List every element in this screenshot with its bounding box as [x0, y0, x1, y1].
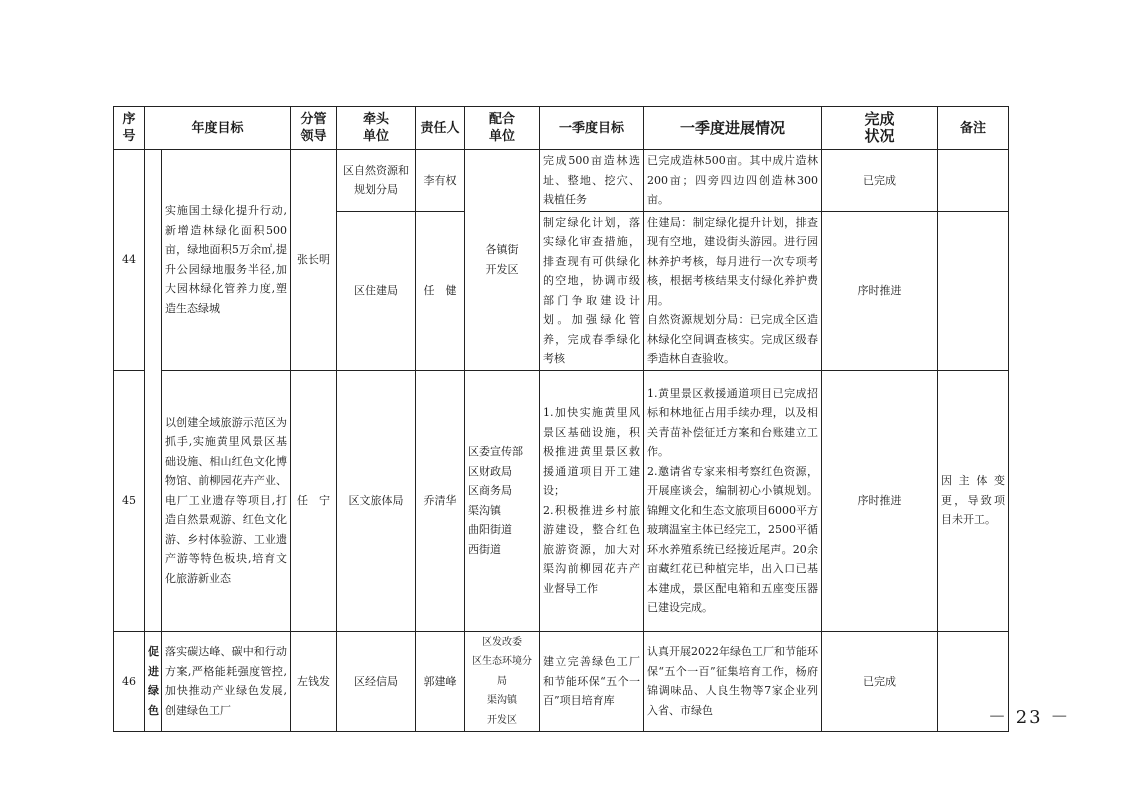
header-remark: 备注 — [938, 107, 1009, 150]
row-45-status: 序时推进 — [822, 370, 938, 631]
row-44-45-category — [145, 150, 162, 632]
row-44b-lead-unit: 区住建局 — [337, 211, 416, 370]
row-44a-q1-goal: 完成500亩造林选址、整地、挖穴、栽植任务 — [540, 150, 644, 212]
row-44b-person: 任 健 — [416, 211, 465, 370]
row-45-q1-goal: 1.加快实施黄里风景区基础设施，积极推进黄里景区救援通道项目开工建设； 2.积极推进乡村旅游建设，整合红色旅游资源，加大对渠沟前柳园花卉产业督导工作 — [540, 370, 644, 631]
row-46-q1-progress: 认真开展2022年绿色工厂和节能环保“五个一百”征集培育工作，杨府锦调味品、人良生物等7家企业列入省、市绿色 — [644, 631, 822, 732]
row-45-person: 乔清华 — [416, 370, 465, 631]
row-44-goal: 实施国土绿化提升行动,新增造林绿化面积500亩，绿地面积5万余㎡,提升公园绿地服务半径,加大园林绿化管养力度,塑造生态绿城 — [162, 150, 291, 371]
row-44a-remark — [938, 150, 1009, 212]
row-44b-status: 序时推进 — [822, 211, 938, 370]
row-46-goal: 落实碳达峰、碳中和行动方案,严格能耗强度管控,加快推动产业绿色发展,创建绿色工厂 — [162, 631, 291, 732]
header-q1-progress: 一季度进展情况 — [644, 107, 822, 150]
row-45-lead-unit: 区文旅体局 — [337, 370, 416, 631]
row-45-goal: 以创建全域旅游示范区为抓手,实施黄里风景区基础设施、相山红色文化博物馆、前柳园花卉产业、电厂工业遗存等项目,打造自然景观游、红色文化游、乡村体验游、工业遗产游等特色板块,培育文化旅游新业态 — [162, 370, 291, 631]
row-46-category: 促 进 绿 色 — [145, 631, 162, 732]
row-45-coop-unit: 区委宣传部 区财政局 区商务局 渠沟镇 曲阳街道 西街道 — [465, 370, 540, 631]
row-44a-person: 李有权 — [416, 150, 465, 212]
row-46-person: 郭建峰 — [416, 631, 465, 732]
row-44-seq: 44 — [114, 150, 145, 371]
row-44b-q1-goal: 制定绿化计划，落实绿化审查措施，排查现有可供绿化的空地，协调市级部门争取建设计划。加强绿化管养，完成春季绿化考核 — [540, 211, 644, 370]
header-lead-unit: 牵头 单位 — [337, 107, 416, 150]
row-44-leader: 张长明 — [291, 150, 337, 371]
header-seq: 序号 — [114, 107, 145, 150]
header-leader: 分管 领导 — [291, 107, 337, 150]
row-45-q1-progress: 1.黄里景区救援通道项目已完成招标和林地征占用手续办理，以及相关青苗补偿征迁方案和台账建立工作。 2.邀请省专家来相考察红色资源，开展座谈会，编制初心小镇规划。锦鲤文化和生态文旅项目6000平方玻璃温室主体已经完工，2500平循环水养殖系统已经接近尾声。20余亩藏红花已种植完毕，出入口已基本建成，景区配电箱和五座变压器已建设完成。 — [644, 370, 822, 631]
header-person: 责任人 — [416, 107, 465, 150]
row-44a-lead-unit: 区自然资源和规划分局 — [337, 150, 416, 212]
row-44b-q1-progress: 住建局：制定绿化提升计划，排查现有空地，建设街头游园。进行园林养护考核，每月进行一次专项考核，根据考核结果支付绿化养护费用。 自然资源规划分局：已完成全区造林绿化空间调查核实。完成区级春季造林自查验收。 — [644, 211, 822, 370]
header-q1-goal: 一季度目标 — [540, 107, 644, 150]
table-row-44a — [114, 150, 1009, 212]
row-46-leader: 左钱发 — [291, 631, 337, 732]
row-45-seq: 45 — [114, 370, 145, 631]
header-status: 完成 状况 — [822, 107, 938, 150]
row-46-status: 已完成 — [822, 631, 938, 732]
row-44-coop-unit: 各镇街 开发区 — [465, 150, 540, 371]
table-row-45 — [114, 370, 1009, 631]
header-annual-goal: 年度目标 — [145, 107, 291, 150]
header-row — [114, 107, 1009, 150]
row-44a-status: 已完成 — [822, 150, 938, 212]
row-44a-q1-progress: 已完成造林500亩。其中成片造林200亩；四旁四边四创造林300亩。 — [644, 150, 822, 212]
row-46-coop-unit: 区发改委 区生态环境分局 渠沟镇 开发区 — [465, 631, 540, 732]
header-coop-unit: 配合 单位 — [465, 107, 540, 150]
row-45-remark: 因主体变更，导致项目未开工。 — [938, 370, 1009, 631]
row-46-q1-goal: 建立完善绿色工厂和节能环保“五个一百”项目培育库 — [540, 631, 644, 732]
table-row-46 — [114, 631, 1009, 732]
row-44b-remark — [938, 211, 1009, 370]
row-45-leader: 任 宁 — [291, 370, 337, 631]
row-46-seq: 46 — [114, 631, 145, 732]
page-number: － 23 － — [988, 707, 1071, 728]
row-46-lead-unit: 区经信局 — [337, 631, 416, 732]
supervision-table — [113, 106, 1009, 732]
